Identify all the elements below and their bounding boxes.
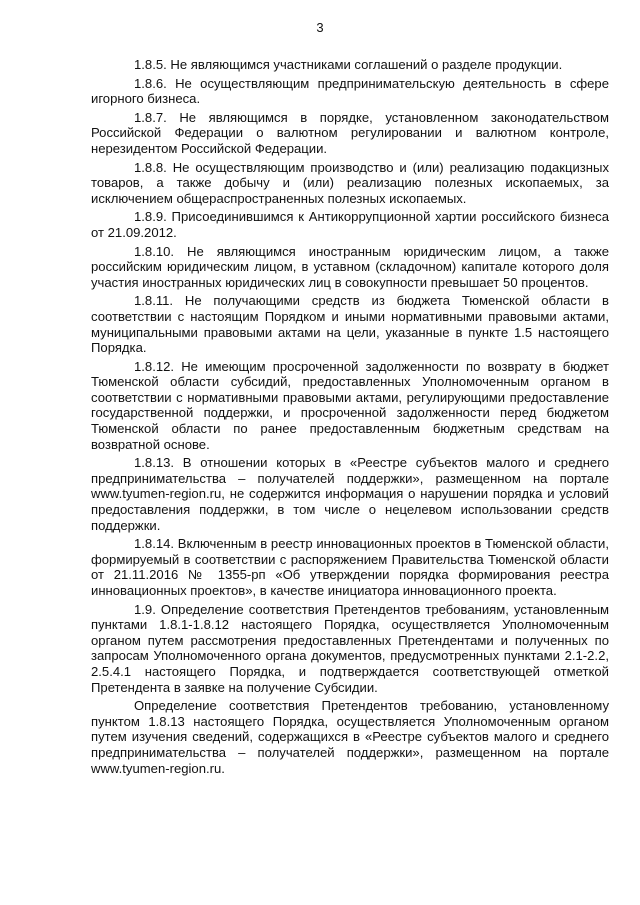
paragraph-1-9: 1.9. Определение соответствия Претендентов требованиям, установленным пунктами 1.8.1-1.8.12 настоящего Порядка, осуществляется Уполномоченным органом путем рассмотрения предоставленных Претендентами и полученных по запросам Уполномоченного органа документов, предусмотренных пунктами 2.1-2.2, 2.5.4.1 настоящего Порядка, и подтверждается соответствующей отметкой Претендента в заявке на получение Субсидии. (91, 601, 609, 695)
document-body (91, 57, 609, 779)
paragraph-1-8-5: 1.8.5. Не являющимся участниками соглашений о разделе продукции. (134, 57, 563, 72)
paragraph-1-9-continuation: Определение соответствия Претендентов требованию, установленному пунктом 1.8.13 настоящего Порядка, осуществляется Уполномоченным органом путем изучения сведений, содержащихся в «Реестре субъектов малого и среднего предпринимательства – получателей поддержки», размещенном на портале www.tyumen-region.ru. (91, 698, 609, 776)
paragraph-1-8-12: 1.8.12. Не имеющим просроченной задолженности по возврату в бюджет Тюменской области субсидий, предоставленных Уполномоченным органом в соответствии с нормативными правовыми актами, регулирующими предоставление государственной поддержки, и просроченной задолженности перед бюджетом Тюменской области по ранее предоставленным бюджетным средствам на возвратной основе. (91, 358, 609, 452)
paragraph-1-8-10: 1.8.10. Не являющимся иностранным юридическим лицом, а также российским юридическим лицом, в уставном (складочном) капитале которого доля участия иностранных юридических лиц в совокупности превышает 50 процентов. (91, 243, 609, 290)
paragraph-1-8-11: 1.8.11. Не получающими средств из бюджета Тюменской области в соответствии с настоящим Порядком и иными нормативными правовыми актами, муниципальными правовыми актами на цели, указанные в пункте 1.5 настоящего Порядка. (91, 293, 609, 356)
paragraph-1-8-14: 1.8.14. Включенным в реестр инновационных проектов в Тюменской области, формируемый в соответствии с распоряжением Правительства Тюменской области от 21.11.2016 № 1355-рп «Об утверждении порядка формирования реестра инновационных проектов», в качестве инициатора инновационного проекта. (91, 536, 609, 598)
paragraph-1-8-9: 1.8.9. Присоединившимся к Антикоррупционной хартии российского бизнеса от 21.09.2012. (91, 209, 609, 240)
page-number: 3 (316, 20, 324, 35)
paragraph-1-8-8: 1.8.8. Не осуществляющим производство и (или) реализацию подакцизных товаров, а также добычу и (или) реализацию полезных ископаемых, за исключением общераспространенных полезных ископаемых. (91, 159, 609, 206)
paragraph-1-8-13: 1.8.13. В отношении которых в «Реестре субъектов малого и среднего предпринимательства – получателей поддержки», размещенном на портале www.tyumen-region.ru, не содержится информация о нарушении порядка и условий предоставления поддержки, в том числе о нецелевом использовании средств поддержки. (91, 455, 609, 533)
paragraph-1-8-7: 1.8.7. Не являющимся в порядке, установленном законодательством Российской Федерации о валютном регулировании и валютном контроле, нерезидентом Российской Федерации. (91, 109, 609, 156)
paragraph-1-8-6: 1.8.6. Не осуществляющим предпринимательскую деятельность в сфере игорного бизнеса. (91, 75, 609, 107)
